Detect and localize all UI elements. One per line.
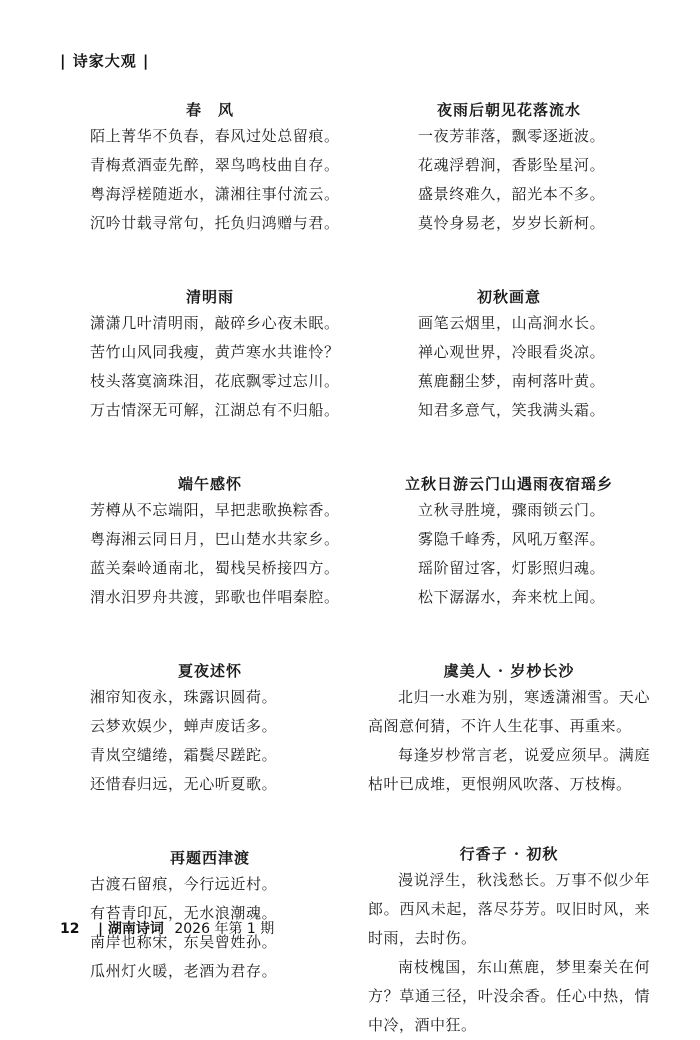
poem-line: 知君多意气，笑我满头霜。: [418, 401, 606, 419]
poem-line: 陌上菁华不负春，春风过处总留痕。: [90, 127, 340, 145]
poem-line: 万古情深无可解，江湖总有不归船。: [90, 401, 340, 419]
poem: [60, 472, 360, 612]
poem-title: 春 风: [185, 101, 234, 119]
poem-title: 清明雨: [185, 288, 234, 306]
poem: [60, 285, 360, 425]
poem-title: 夏夜述怀: [177, 662, 242, 680]
magazine-name: | 湖南诗词: [97, 921, 164, 937]
poem-line: 枝头落寞滴珠泪，花底飘零过忘川。: [90, 372, 340, 390]
ci-stanza: 北归一水难为别，寒透潇湘雪。天心高阁意何猜，不许人生花事、再重来。: [368, 688, 650, 735]
poem-line: 芳樽从不忘端阳，早把悲歌换粽香。: [90, 501, 340, 519]
poem-line: 蕉鹿翻尘梦，南柯落叶黄。: [418, 372, 606, 390]
left-column: [60, 98, 360, 986]
poem-title: 立秋日游云门山遇雨夜宿瑶乡: [404, 475, 613, 493]
ci-poem: [368, 842, 650, 1040]
poem-line: 古渡石留痕，今行远近村。: [90, 875, 278, 893]
poem-line: 瑶阶留过客，灯影照归魂。: [418, 559, 606, 577]
poem-line: 有苔青印瓦，无水浪潮魂。: [90, 904, 278, 922]
page-footer: [60, 918, 274, 938]
poem-line: 松下潺潺水，奔来枕上闻。: [418, 588, 606, 606]
poem-line: 立秋寻胜境，骤雨锁云门。: [418, 501, 606, 519]
poem: [368, 98, 650, 238]
poem-line: 南岸也称宋，东吴曾姓孙。: [90, 933, 278, 951]
poem-title: 行香子 · 初秋: [459, 845, 559, 863]
poem-line: 渭水汨罗舟共渡，郢歌也伴唱秦腔。: [90, 588, 340, 606]
poem-line: 青梅煮酒壶先醉，翠鸟鸣枝曲自存。: [90, 156, 340, 174]
poem: [60, 98, 360, 238]
poem: [60, 659, 360, 799]
ci-poem: [368, 659, 650, 799]
poem-title: 端午感怀: [177, 475, 242, 493]
poem-line: 湘帘知夜永，珠露识圆荷。: [90, 688, 278, 706]
poem-title: 虞美人 · 岁杪长沙: [443, 662, 575, 680]
poem-title: 初秋画意: [476, 288, 541, 306]
poem-line: 云梦欢娱少，蝉声废话多。: [90, 717, 278, 735]
poem-line: 蓝关秦岭通南北，蜀栈吴桥接四方。: [90, 559, 340, 577]
poem-line: 粤海湘云同日月，巴山楚水共家乡。: [90, 530, 340, 548]
right-column: [368, 98, 650, 1040]
poem-line: 盛景终难久，韶光本不多。: [418, 185, 606, 203]
poem-line: 莫怜身易老，岁岁长新柯。: [418, 214, 606, 232]
poem-title: 再题西津渡: [169, 849, 250, 867]
ci-stanza: 南枝槐国，东山蕉鹿，梦里秦关在何方？草通三径，叶没余香。任心中热，情中冷，酒中狂。: [368, 958, 650, 1034]
ci-stanza: 漫说浮生，秋浅愁长。万事不似少年郎。西风未起，落尽芬芳。叹旧时风，来时雨，去时伤。: [368, 871, 650, 947]
poem-line: 瓜州灯火暖，老酒为君存。: [90, 962, 278, 980]
page-number: 12: [60, 921, 80, 937]
poem-line: 画笔云烟里，山高涧水长。: [418, 314, 606, 332]
poem-line: 雾隐千峰秀，风吼万壑浑。: [418, 530, 606, 548]
poem: [368, 472, 650, 612]
poem: [368, 285, 650, 425]
poem-line: 花魂浮碧涧，香影坠星河。: [418, 156, 606, 174]
poem-line: 还惜春归远，无心听夏歌。: [90, 775, 278, 793]
poem-line: 一夜芳菲落，飘零逐逝波。: [418, 127, 606, 145]
poem-line: 禅心观世界，冷眼看炎凉。: [418, 343, 606, 361]
poem-line: 青岚空缱绻，霜鬓尽蹉跎。: [90, 746, 278, 764]
poem-line: 沉吟廿载寻常句，托负归鸿赠与君。: [90, 214, 340, 232]
poem-title: 夜雨后朝见花落流水: [436, 101, 581, 119]
poem-line: 粤海浮槎随逝水，潇湘往事付流云。: [90, 185, 340, 203]
issue-label: 2026 年第 1 期: [174, 921, 275, 937]
poem-line: 苦竹山风同我瘦，黄芦寒水共谁怜？: [90, 343, 340, 361]
ci-stanza: 每逢岁杪常言老，说爱应须早。满庭枯叶已成堆，更恨朔风吹落、万枝梅。: [368, 746, 650, 793]
poem: [60, 846, 360, 986]
poem-line: 潇潇几叶清明雨，敲碎乡心夜未眠。: [90, 314, 340, 332]
section-header: | 诗家大观 |: [60, 52, 150, 70]
